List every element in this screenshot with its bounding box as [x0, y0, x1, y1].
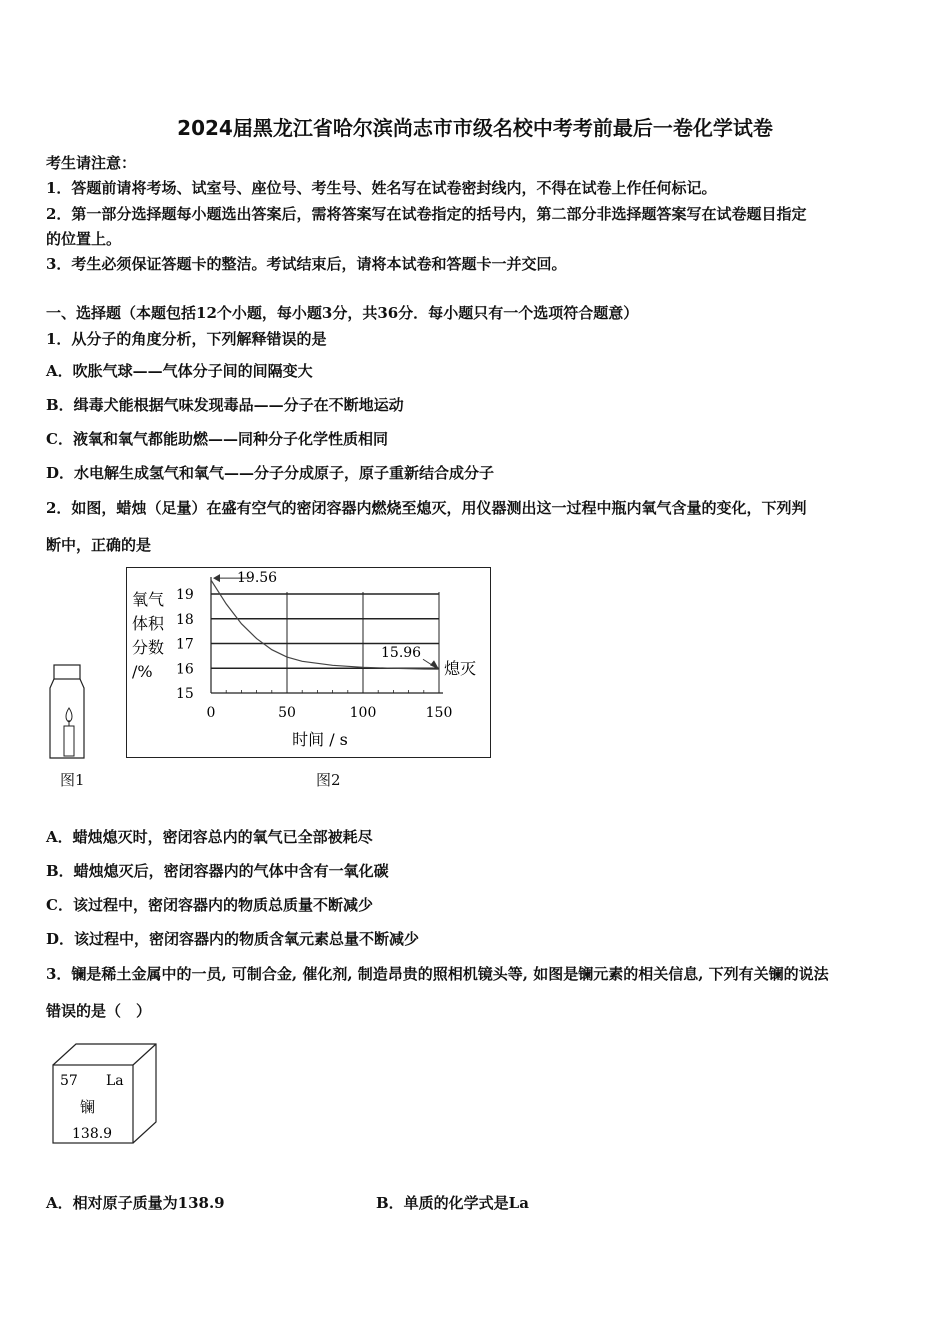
- y-tick-label: 17: [176, 636, 194, 653]
- section-heading: 一、选择题（本题包括12个小题，每小题3分，共36分．每小题只有一个选项符合题意）: [46, 304, 639, 322]
- y-axis-label-line: 体积: [132, 614, 165, 633]
- extinguish-label: 熄灭: [444, 659, 477, 679]
- q1-option-b: B．缉毒犬能根据气味发现毒品——分子在不断地运动: [46, 396, 404, 414]
- y-axis-label-line: 氧气: [132, 590, 165, 609]
- y-axis-label-line: /%: [132, 662, 153, 681]
- element-name: 镧: [80, 1098, 96, 1116]
- y-tick-label: 18: [176, 611, 194, 628]
- q1-option-a: A．吹胀气球——气体分子间的间隔变大: [46, 362, 313, 380]
- element-card: [48, 1040, 160, 1146]
- figure1-label: 图1: [60, 771, 85, 789]
- figure2-label: 图2: [316, 771, 341, 789]
- element-symbol: La: [106, 1073, 124, 1089]
- q1-stem: 1．从分子的角度分析，下列解释错误的是: [46, 330, 327, 348]
- start-arrow-head: [213, 574, 220, 582]
- oxygen-chart: [126, 567, 491, 758]
- x-axis-label: 时间 / s: [292, 730, 348, 749]
- x-tick-label: 0: [206, 705, 216, 721]
- q1-option-d: D．水电解生成氢气和氧气——分子分成原子，原子重新结合成分子: [46, 464, 495, 482]
- y-tick-label: 15: [176, 686, 194, 702]
- x-tick-label: 150: [425, 705, 453, 721]
- y-axis-label-line: 分数: [132, 638, 165, 657]
- q2-option-c: C．该过程中，密闭容器内的物质总质量不断减少: [46, 896, 373, 914]
- document-title: 2024届黑龙江省哈尔滨尚志市市级名校中考考前最后一卷化学试卷: [177, 116, 773, 140]
- q2-option-d: D．该过程中，密闭容器内的物质含氧元素总量不断减少: [46, 930, 420, 948]
- element-number: 57: [60, 1073, 78, 1089]
- notice-item-2: 2．第一部分选择题每小题选出答案后，需将答案写在试卷指定的括号内，第二部分非选择题答案写在试卷题目指定: [46, 205, 807, 223]
- q2-stem-line1: 2．如图，蜡烛（足量）在盛有空气的密闭容器内燃烧至熄灭，用仪器测出这一过程中瓶内氧气含量的变化，下列判: [46, 499, 807, 517]
- notice-item-3: 3．考生必须保证答题卡的整洁。考试结束后，请将本试卷和答题卡一并交回。: [46, 255, 567, 273]
- element-mass: 138.9: [72, 1126, 113, 1142]
- y-tick-label: 16: [176, 661, 194, 678]
- notice-item-1: 1．答题前请将考场、试室号、座位号、考生号、姓名写在试卷密封线内，不得在试卷上作任何标记。: [46, 179, 717, 197]
- q2-option-b: B．蜡烛熄灭后，密闭容器内的气体中含有一氧化碳: [46, 862, 389, 880]
- notice-heading: 考生请注意：: [46, 154, 137, 172]
- q3-option-a: A．相对原子质量为138.9: [46, 1194, 225, 1212]
- q3-stem-line1: 3．镧是稀土金属中的一员, 可制合金, 催化剂, 制造昂贵的照相机镜头等, 如图是镧元素的相关信息, 下列有关镧的说法: [46, 965, 829, 983]
- q2-option-a: A．蜡烛熄灭时，密闭容总内的氧气已全部被耗尽: [46, 828, 373, 846]
- start-value-label: 19.56: [237, 570, 278, 587]
- q2-stem-line2: 断中，正确的是: [46, 536, 152, 554]
- q3-stem-line2: 错误的是（ ）: [46, 1002, 152, 1020]
- q3-option-b: B．单质的化学式是La: [376, 1194, 529, 1212]
- q1-option-c: C．液氧和氧气都能助燃——同种分子化学性质相同: [46, 430, 388, 448]
- y-tick-label: 19: [176, 587, 194, 603]
- x-tick-label: 100: [349, 705, 377, 721]
- notice-item-2-cont: 的位置上。: [46, 230, 122, 248]
- x-tick-label: 50: [278, 705, 296, 721]
- candle-bottle-figure: [40, 660, 110, 765]
- end-value-label: 15.96: [381, 645, 422, 662]
